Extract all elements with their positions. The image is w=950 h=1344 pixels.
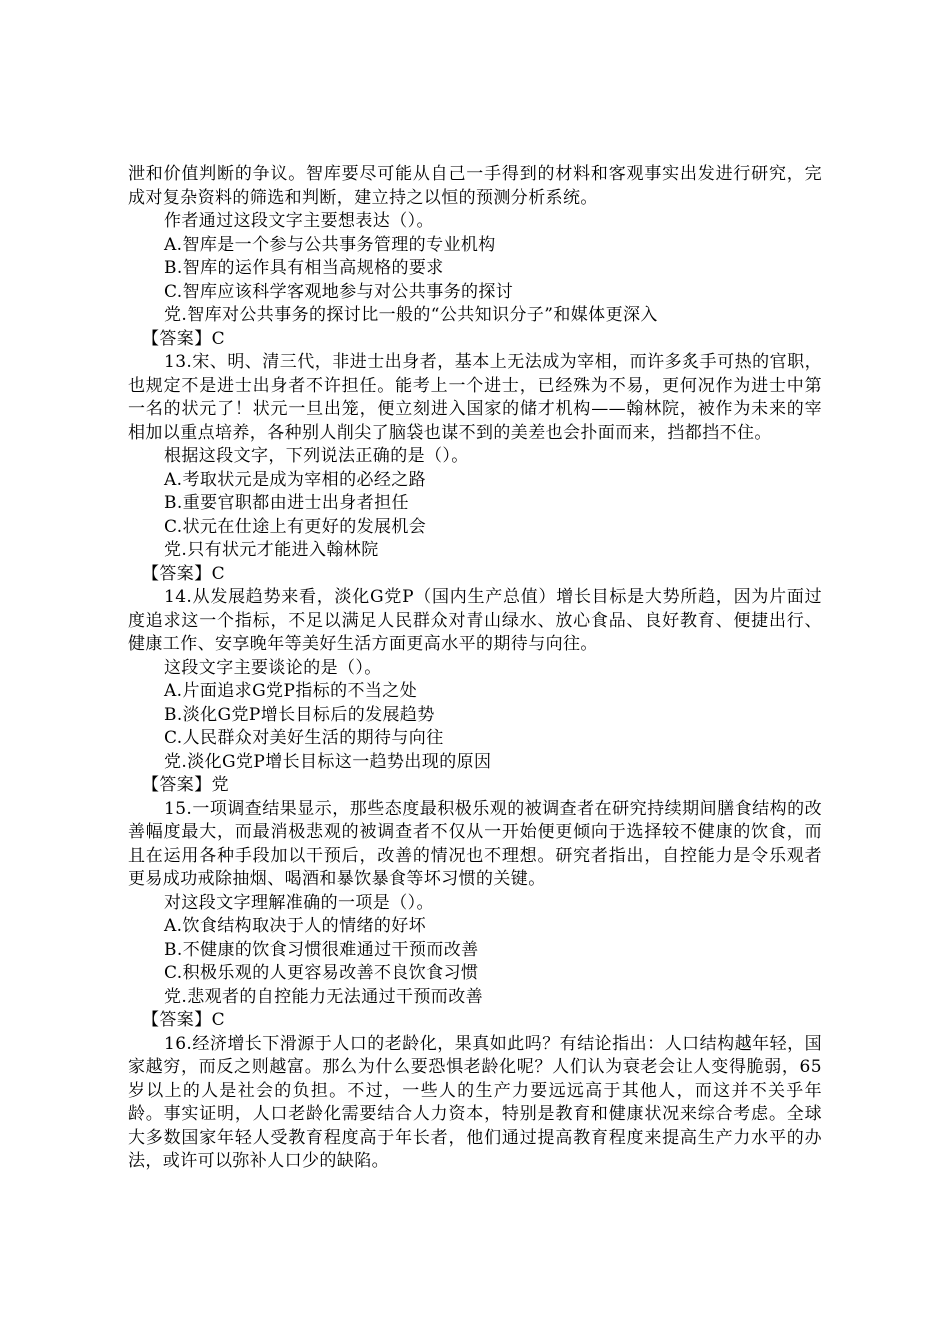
answer-option: 党.智库对公共事务的探讨比一般的“公共知识分子”和媒体更深入 bbox=[164, 305, 658, 325]
answer-option: C.积极乐观的人更容易改善不良饮食习惯 bbox=[164, 963, 479, 983]
answer-option: C.智库应该科学客观地参与对公共事务的探讨 bbox=[164, 281, 514, 302]
answer-option: 党.悲观者的自控能力无法通过干预而改善 bbox=[164, 986, 484, 1007]
question-prompt: 对这段文字理解准确的一项是（）。 bbox=[164, 892, 434, 913]
continued-paragraph: 泄和价值判断的争议。智库要尽可能从自己一手得到的材料和客观事实出发进行研究，完成对复杂资料的筛选和判断，建立持之以恒的预测分析系统。 bbox=[128, 164, 822, 208]
answer-option: 党.只有状元才能进入翰林院 bbox=[164, 540, 379, 560]
answer-option: B.智库的运作具有相当高规格的要求 bbox=[164, 258, 444, 278]
answer-option: A.片面追求G党P指标的不当之处 bbox=[164, 681, 418, 701]
answer-option: A.饮食结构取决于人的情绪的好坏 bbox=[164, 916, 427, 936]
answer-option: C.状元在仕途上有更好的发展机会 bbox=[164, 516, 427, 537]
answer-option: B.重要官职都由进士出身者担任 bbox=[164, 493, 409, 513]
question-prompt: 作者通过这段文字主要想表达（）。 bbox=[164, 211, 434, 231]
question-paragraph: 16.经济增长下滑源于人口的老龄化，果真如此吗？有结论指出：人口结构越年轻，国家越穷，而反之则越富。那么为什么要恐惧老龄化呢？人们认为衰老会让人变得脆弱，65岁以上的人是社会的负担。不过，一些人的生产力要远远高于其他人，而这并不关乎年龄。事实证明，人口老龄化需要结合人力资本，特别是教育和健康状况来综合考虑。全球大多数国家年轻人受教育程度高于年长者，他们通过提高教育程度来提高生产力水平的办法，或许可以弥补人口少的缺陷。 bbox=[128, 1033, 822, 1171]
question-prompt: 根据这段文字，下列说法正确的是（）。 bbox=[164, 446, 469, 466]
answer-key: 【答案】C bbox=[142, 563, 226, 584]
answer-option: 党.淡化G党P增长目标这一趋势出现的原因 bbox=[164, 751, 492, 772]
document-page bbox=[128, 163, 822, 1174]
answer-key: 【答案】C bbox=[142, 1010, 226, 1030]
answer-option: C.人民群众对美好生活的期待与向往 bbox=[164, 728, 444, 748]
answer-option: B.不健康的饮食习惯很难通过干预而改善 bbox=[164, 939, 479, 960]
answer-option: B.淡化G党P增长目标后的发展趋势 bbox=[164, 704, 435, 725]
answer-option: A.智库是一个参与公共事务管理的专业机构 bbox=[164, 234, 496, 255]
answer-option: A.考取状元是成为宰相的必经之路 bbox=[164, 469, 427, 490]
question-prompt: 这段文字主要谈论的是（）。 bbox=[164, 657, 382, 678]
answer-key: 【答案】党 bbox=[142, 775, 229, 795]
question-paragraph: 14.从发展趋势来看，淡化G党P（国内生产总值）增长目标是大势所趋，因为片面过度追求这一个指标，不足以满足人民群众对青山绿水、放心食品、良好教育、便捷出行、健康工作、安享晚年等美好生活方面更高水平的期待与向往。 bbox=[128, 587, 822, 654]
answer-key: 【答案】C bbox=[142, 328, 226, 349]
question-paragraph: 15.一项调查结果显示，那些态度最积极乐观的被调查者在研究持续期间膳食结构的改善幅度最大，而最消极悲观的被调查者不仅从一开始便更倾向于选择较不健康的饮食，而且在运用各种手段加以干预后，改善的情况也不理想。研究者指出，自控能力是令乐观者更易成功戒除抽烟、喝酒和暴饮暴食等坏习惯的关键。 bbox=[128, 798, 822, 889]
question-paragraph: 13.宋、明、清三代，非进士出身者，基本上无法成为宰相，而许多炙手可热的官职，也规定不是进士出身者不许担任。能考上一个进士，已经殊为不易，更何况作为进士中第一名的状元了！状元一旦出笼，便立刻进入国家的储才机构——翰林院，被作为未来的宰相加以重点培养，各种别人削尖了脑袋也谋不到的美差也会扑面而来，挡都挡不住。 bbox=[128, 352, 822, 443]
